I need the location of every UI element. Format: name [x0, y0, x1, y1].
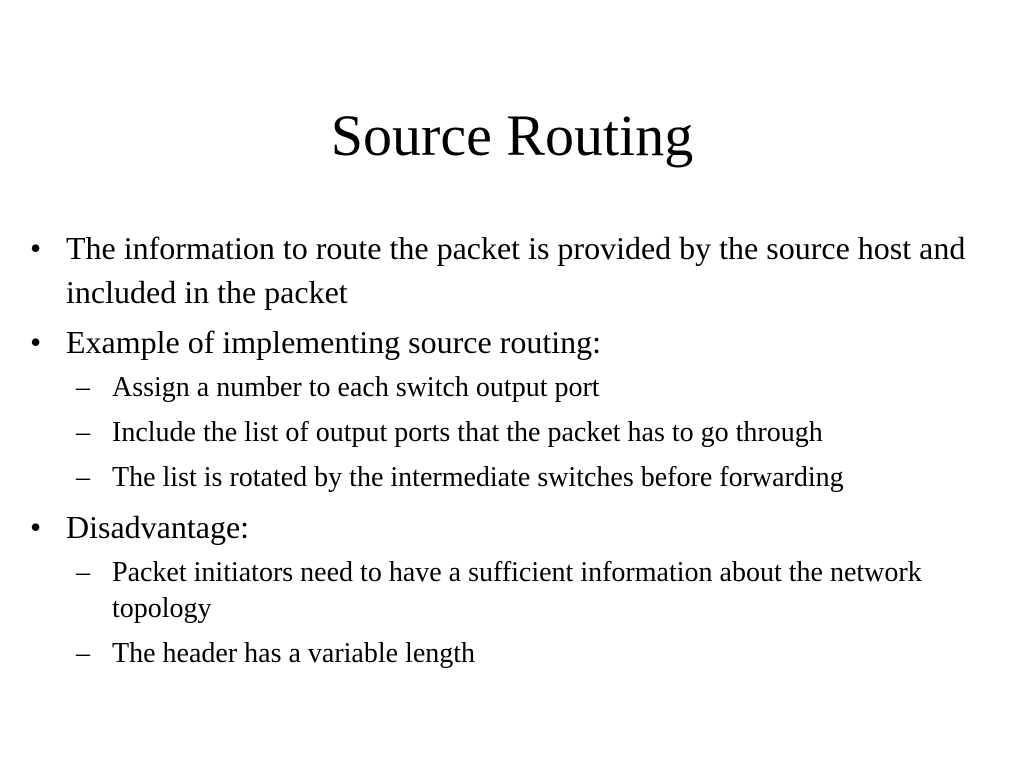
- sub-bullet-item: [24, 636, 1014, 672]
- sub-bullet-item: [24, 555, 1014, 627]
- dash-marker-icon: –: [76, 417, 90, 448]
- sub-bullet-text: The header has a variable length: [112, 638, 476, 669]
- sub-bullet-item: [24, 370, 1014, 406]
- sub-bullet-text: The list is rotated by the intermediate switches before forwarding: [112, 462, 844, 493]
- bullet-marker-icon: •: [30, 230, 42, 266]
- bullet-marker-icon: •: [30, 509, 42, 545]
- dash-marker-icon: –: [76, 462, 90, 493]
- sub-bullet-text: Packet initiators need to have a sufficient information about the network topology: [112, 557, 922, 624]
- bullet-item: [24, 320, 1014, 364]
- dash-marker-icon: –: [76, 557, 90, 588]
- bullet-text: Disadvantage:: [66, 509, 250, 545]
- bullet-marker-icon: •: [30, 324, 42, 360]
- sub-bullet-text: Include the list of output ports that the packet has to go through: [112, 417, 823, 448]
- bullet-item: [24, 505, 1014, 549]
- slide-body: [24, 226, 1014, 681]
- slide-title: Source Routing: [330, 103, 694, 168]
- bullet-text: Example of implementing source routing:: [66, 324, 601, 360]
- dash-marker-icon: –: [76, 638, 90, 669]
- sub-bullet-item: [24, 415, 1014, 451]
- sub-bullet-item: [24, 460, 1014, 496]
- sub-bullet-text: Assign a number to each switch output port: [112, 372, 600, 403]
- bullet-item: [24, 226, 1014, 314]
- bullet-text: The information to route the packet is provided by the source host and included in the packet: [66, 230, 966, 310]
- dash-marker-icon: –: [76, 372, 90, 403]
